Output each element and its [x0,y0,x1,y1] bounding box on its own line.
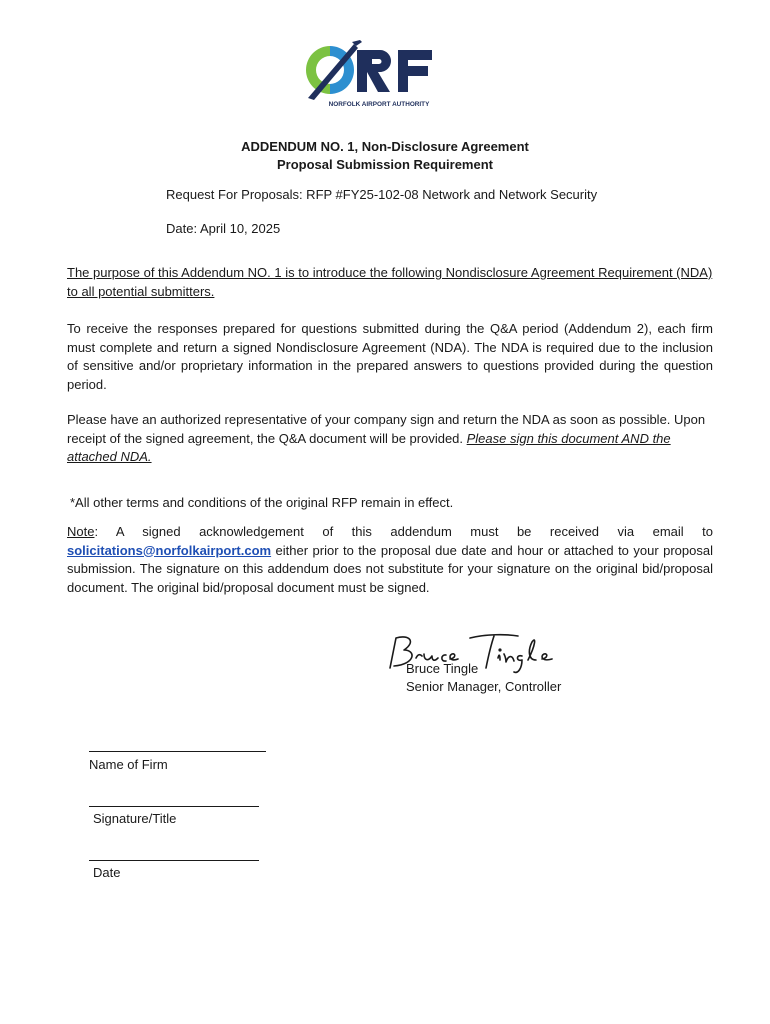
title-line-2: Proposal Submission Requirement [277,157,493,172]
signer-name: Bruce Tingle [406,661,479,676]
signer-title: Senior Manager, Controller [406,679,562,694]
terms-paragraph: *All other terms and conditions of the original RFP remain in effect. [70,495,454,510]
signature-title-label: Signature/Title [93,811,177,826]
document-date: Date: April 10, 2025 [166,221,281,236]
firm-name-line[interactable] [89,751,266,752]
authorized-text: Please have an authorized representative of your company sign and return the NDA as soon as possible. Upon receipt of the signed agreement, the Q&A document will be provided. [67,412,706,446]
responses-paragraph: To receive the responses prepared for questions submitted during the Q&A period (Addendum 2), each firm must complete and return a signed Nondisclosure Agreement (NDA). The NDA is required due to the inclusion of sensitive and/or proprietary information in the prepared answers to questions provided during the question period. [67,321,713,392]
orf-logo-mark [302,38,452,110]
note-intro: : A signed acknowledgement of this addendum must be received via email to [94,524,713,539]
rfp-reference: Request For Proposals: RFP #FY25-102-08 Network and Network Security [166,187,598,202]
firm-name-label: Name of Firm [89,757,168,772]
email-link[interactable]: solicitations@norfolkairport.com [67,542,272,558]
document-title [0,138,770,174]
logo-letter-f [398,50,432,92]
note-rest: either prior to the proposal due date and hour or attached to your proposal submission. The signature on this addendum does not substitute for your signature on the original bid/proposal document. The original bid/proposal document must be signed. [67,542,713,595]
sign-instruction: Please sign this document AND the attached NDA. [67,430,671,464]
signature-title-line[interactable] [89,806,259,807]
note-label: Note [67,524,95,539]
date-line[interactable] [89,860,259,861]
norfolk-airport-logo [302,38,452,110]
authorized-paragraph [67,411,713,467]
title-line-1: ADDENDUM NO. 1, Non-Disclosure Agreement [241,139,529,154]
date-label: Date [93,865,121,880]
logo-subtitle: NORFOLK AIRPORT AUTHORITY [328,101,430,108]
note-paragraph [67,523,713,597]
logo-letter-r [357,50,391,92]
purpose-paragraph: The purpose of this Addendum NO. 1 is to introduce the following Nondisclosure Agreement Requirement (NDA) to all potential submitters. [67,265,713,299]
